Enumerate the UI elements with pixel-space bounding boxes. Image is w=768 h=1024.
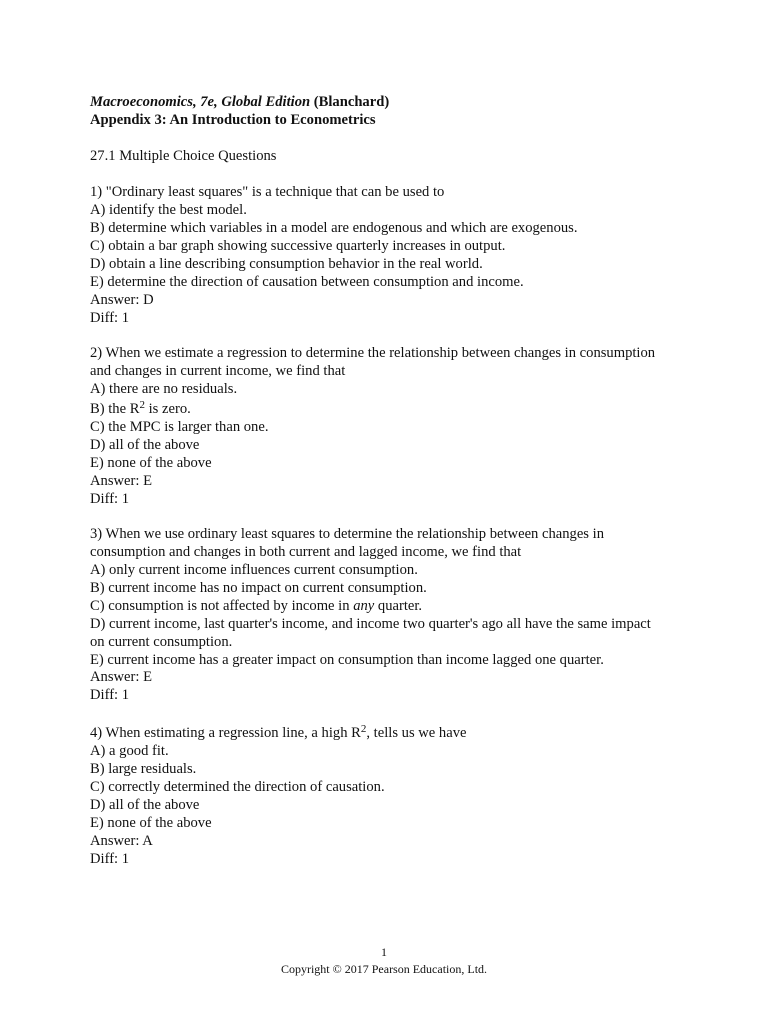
q3-option-c xyxy=(90,597,422,615)
book-title: Macroeconomics, 7e, Global Edition xyxy=(90,94,311,110)
q3-option-d-line1: D) current income, last quarter's income, and income two quarter's ago all have the same impact xyxy=(90,616,651,632)
q4-answer: Answer: A xyxy=(90,833,153,849)
q1-difficulty: Diff: 1 xyxy=(90,310,130,326)
q2-option-b-text: B) the R xyxy=(90,401,140,417)
q4-stem-text: 4) When estimating a regression line, a high R xyxy=(90,725,361,741)
q2-option-c: C) the MPC is larger than one. xyxy=(90,419,269,435)
q1-option-e: E) determine the direction of causation between consumption and income. xyxy=(90,274,524,290)
emphasis: any xyxy=(353,598,375,614)
q4-difficulty: Diff: 1 xyxy=(90,851,130,867)
q4-stem xyxy=(90,724,466,742)
q4-option-d: D) all of the above xyxy=(90,797,200,813)
q3-option-b: B) current income has no impact on current consumption. xyxy=(90,580,427,596)
q4-option-c: C) correctly determined the direction of causation. xyxy=(90,779,385,795)
section-heading: 27.1 Multiple Choice Questions xyxy=(90,148,277,164)
q3-option-a: A) only current income influences current consumption. xyxy=(90,562,418,578)
q1-option-c: C) obtain a bar graph showing successive quarterly increases in output. xyxy=(90,238,506,254)
q2-difficulty: Diff: 1 xyxy=(90,491,130,507)
superscript: 2 xyxy=(139,399,145,411)
q4-stem-text-end: , tells us we have xyxy=(366,725,467,741)
q3-answer: Answer: E xyxy=(90,669,153,685)
q3-option-c-text-end: quarter. xyxy=(374,598,423,614)
q2-option-e: E) none of the above xyxy=(90,455,212,471)
q3-option-e: E) current income has a greater impact on consumption than income lagged one quarter. xyxy=(90,652,604,668)
copyright-notice: Copyright © 2017 Pearson Education, Ltd. xyxy=(280,962,488,976)
q3-option-d-line2: on current consumption. xyxy=(90,634,233,650)
q3-stem-line2: consumption and changes in both current and lagged income, we find that xyxy=(90,544,522,560)
chapter-title: Appendix 3: An Introduction to Econometrics xyxy=(90,112,376,128)
q4-option-b: B) large residuals. xyxy=(90,761,197,777)
book-header xyxy=(90,93,389,111)
page-number: 1 xyxy=(381,945,387,959)
q1-stem: 1) "Ordinary least squares" is a technique that can be used to xyxy=(90,184,445,200)
q1-answer: Answer: D xyxy=(90,292,154,308)
book-author: (Blanchard) xyxy=(313,94,390,110)
q3-option-c-text: C) consumption is not affected by income in xyxy=(90,598,354,614)
q2-stem-line1: 2) When we estimate a regression to determine the relationship between changes in consumption xyxy=(90,345,656,361)
q2-option-b-text-end: is zero. xyxy=(144,401,191,417)
superscript: 2 xyxy=(360,723,367,735)
q2-option-d: D) all of the above xyxy=(90,437,200,453)
q3-stem-line1: 3) When we use ordinary least squares to determine the relationship between changes in xyxy=(90,526,604,542)
q1-option-a: A) identify the best model. xyxy=(90,202,247,218)
q3-difficulty: Diff: 1 xyxy=(90,687,130,703)
q2-answer: Answer: E xyxy=(90,473,153,489)
q2-option-b xyxy=(90,400,191,418)
q4-option-a: A) a good fit. xyxy=(90,743,169,759)
q1-option-b: B) determine which variables in a model are endogenous and which are exogenous. xyxy=(90,220,578,236)
q4-option-e: E) none of the above xyxy=(90,815,212,831)
q2-stem-line2: and changes in current income, we find that xyxy=(90,363,346,379)
q1-option-d: D) obtain a line describing consumption behavior in the real world. xyxy=(90,256,483,272)
q2-option-a: A) there are no residuals. xyxy=(90,381,238,397)
